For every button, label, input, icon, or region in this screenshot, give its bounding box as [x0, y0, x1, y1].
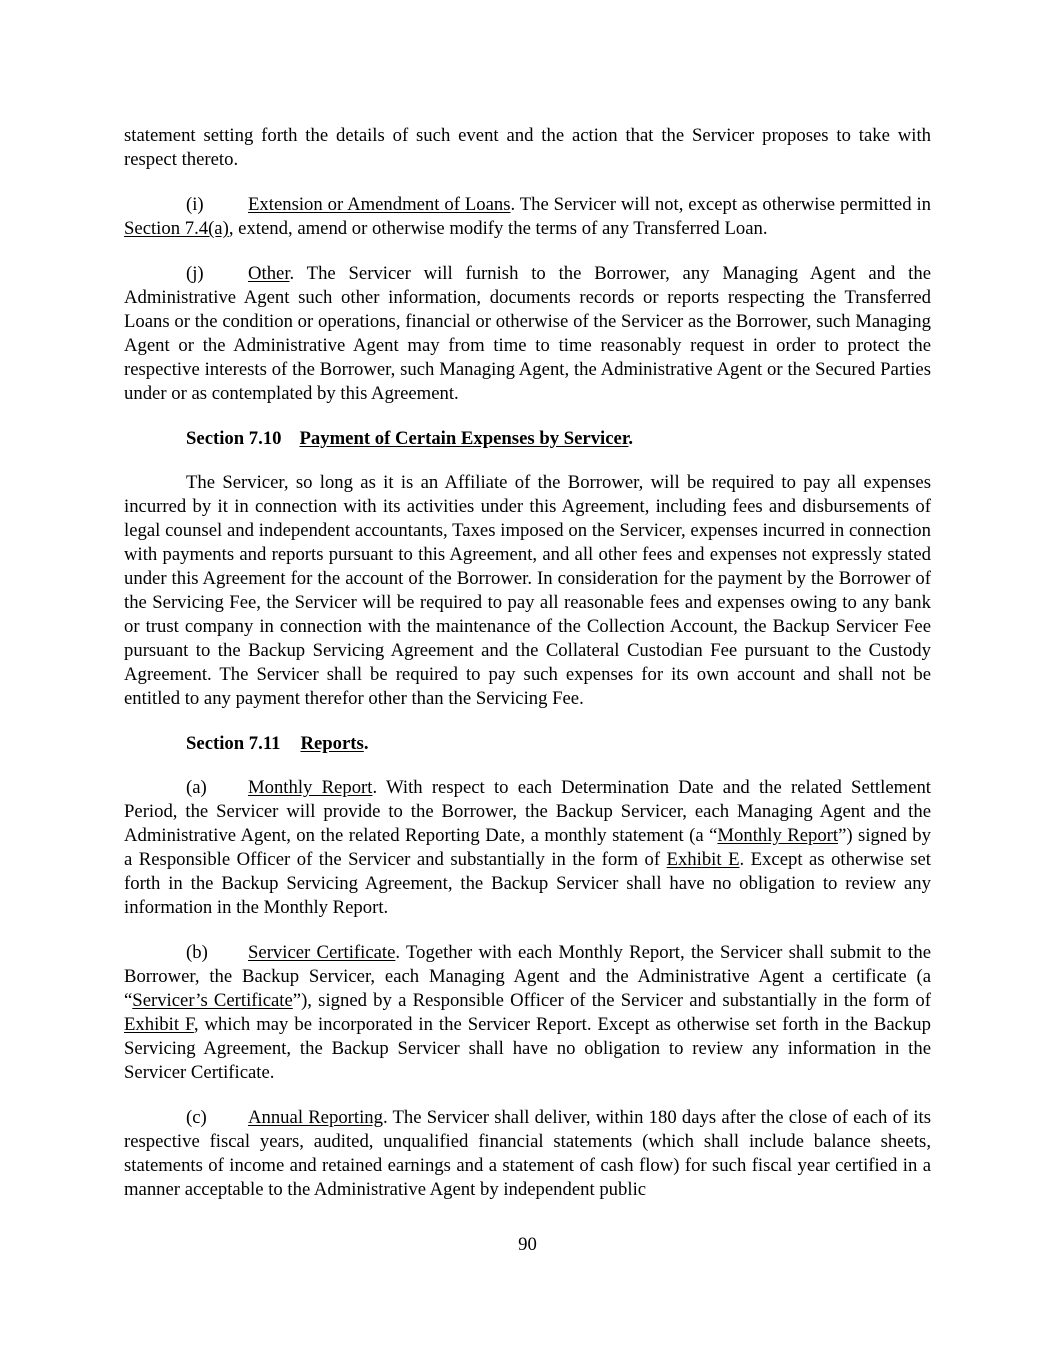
paragraph-item-c — [124, 1106, 931, 1202]
section-number: Section 7.10 — [186, 428, 282, 449]
item-label: (a) — [186, 777, 207, 798]
defined-term: Servicer’s Certificate — [132, 990, 293, 1011]
page-number: 90 — [518, 1234, 537, 1255]
item-text: , which may be incorporated in the Servicer Report. Except as otherwise set forth in the Backup Servicing Agreement, the Backup Servicer shall have no obligation to review any information in the Servicer Certificate. — [124, 1014, 931, 1083]
paragraph-section-7-10-body: The Servicer, so long as it is an Affiliate of the Borrower, will be required to pay all expenses incurred by it in connection with its activities under this Agreement, including fees and disbursements of legal counsel and independent accountants, Taxes imposed on the Servicer, expenses incurred in connection with payments and reports pursuant to this Agreement, and all other fees and expenses not expressly stated under this Agreement for the account of the Borrower. In consideration for the payment by the Borrower of the Servicing Fee, the Servicer will be required to pay all reasonable fees and expenses owing to any bank or trust company in connection with the maintenance of the Collection Account, the Backup Servicer Fee pursuant to the Backup Servicing Agreement and the Collateral Custodian Fee pursuant to the Custody Agreement. The Servicer shall be required to pay such expenses for its own account and shall not be entitled to any payment therefor other than the Servicing Fee. — [124, 472, 931, 709]
item-label: (c) — [186, 1107, 207, 1128]
paragraph-intro: statement setting forth the details of such event and the action that the Servicer proposes to take with respect thereto. — [124, 125, 931, 170]
section-reference: Section 7.4(a) — [124, 218, 229, 239]
item-text: . Except as otherwise set forth in the Backup Servicing Agreement, the Backup Servicer shall have no obligation to review any information in the Monthly Report. — [124, 849, 931, 918]
section-title-period: . — [628, 428, 634, 449]
item-label: (i) — [186, 194, 204, 215]
paragraph-item-j — [124, 262, 931, 406]
item-title: Other — [248, 263, 290, 284]
item-text: . Together with each Monthly Report, the Servicer shall submit to the Borrower, the Backup Servicer, each Managing Agent and the Administrative Agent a certificate (a “ — [124, 942, 931, 1011]
item-label: (b) — [186, 942, 208, 963]
exhibit-reference: Exhibit F — [124, 1014, 194, 1035]
item-text: . The Servicer shall deliver, within 180 days after the close of each of its respective fiscal years, audited, unqualified financial statements (which shall include balance sheets, statements of income and retained earnings and a statement of cash flow) for such fiscal year certified in a manner acceptable to the Administrative Agent by independent public — [124, 1107, 931, 1200]
paragraph-item-b — [124, 941, 931, 1085]
defined-term: Monthly Report — [717, 825, 839, 846]
section-heading-7-10 — [124, 427, 931, 451]
item-title: Monthly Report — [248, 777, 373, 798]
exhibit-reference: Exhibit E — [666, 849, 740, 870]
item-text: . The Servicer will not, except as otherwise permitted in — [510, 194, 931, 215]
section-heading-7-11 — [124, 732, 931, 756]
item-title: Annual Reporting — [248, 1107, 383, 1128]
section-title: Reports — [300, 733, 364, 754]
section-title-period: . — [363, 733, 369, 754]
section-title: Payment of Certain Expenses by Servicer — [299, 428, 629, 449]
item-title: Servicer Certificate — [248, 942, 396, 963]
paragraph-item-a — [124, 776, 931, 920]
paragraph-item-i — [124, 193, 931, 241]
item-text: , extend, amend or otherwise modify the terms of any Transferred Loan. — [228, 218, 768, 239]
item-text: ”), signed by a Responsible Officer of the Servicer and substantially in the form of — [292, 990, 931, 1011]
document-page — [124, 124, 931, 1223]
item-text: . With respect to each Determination Date and the related Settlement Period, the Servicer will provide to the Borrower, the Backup Servicer, each Managing Agent and the Administrative Agent, on the related Reporting Date, a monthly statement (a “ — [124, 777, 931, 846]
item-title: Extension or Amendment of Loans — [248, 194, 511, 215]
item-label: (j) — [186, 263, 204, 284]
section-number: Section 7.11 — [186, 733, 281, 754]
item-text: . The Servicer will furnish to the Borrower, any Managing Agent and the Administrative Agent such other information, documents records or reports respecting the Transferred Loans or the condition or operations, financial or otherwise of the Servicer as the Borrower, such Managing Agent or the Administrative Agent may from time to time reasonably request in order to protect the respective interests of the Borrower, such Managing Agent, the Administrative Agent or the Secured Parties under or as contemplated by this Agreement. — [124, 263, 931, 404]
item-text: ”) signed by a Responsible Officer of the Servicer and substantially in the form of — [124, 825, 931, 870]
